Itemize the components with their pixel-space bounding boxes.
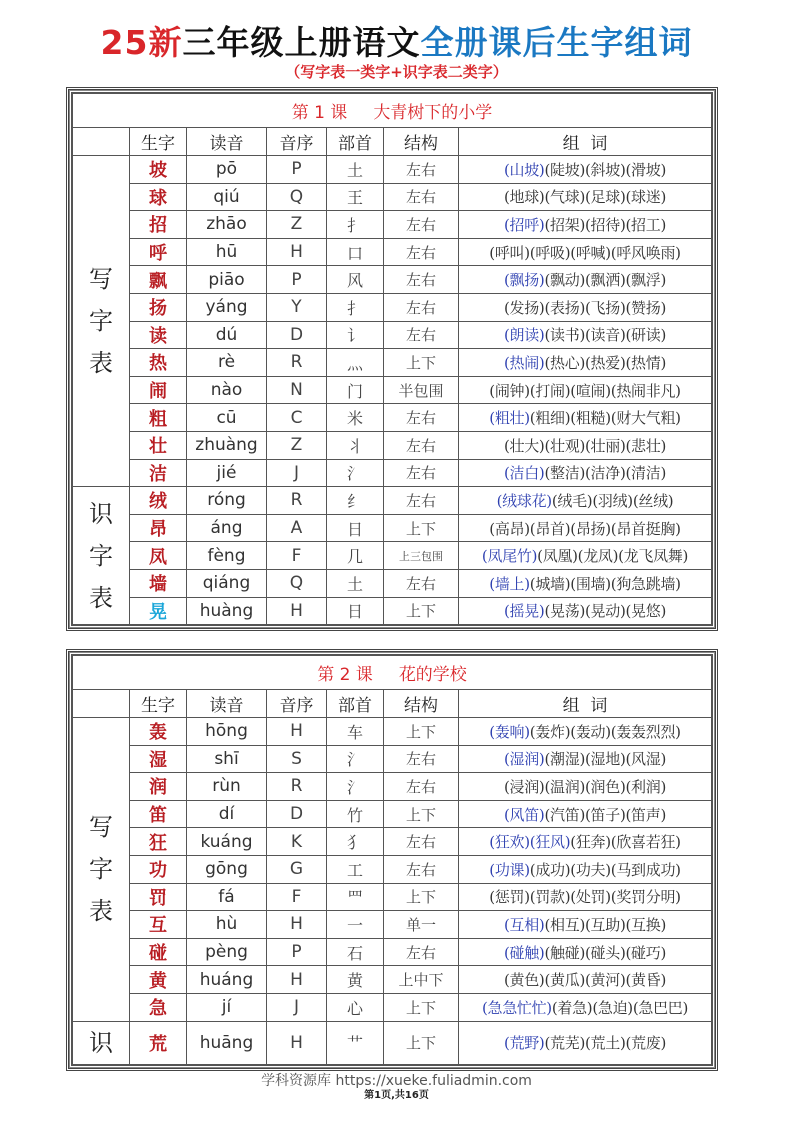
structure-cell: 左右 bbox=[384, 569, 459, 597]
structure-cell: 上下 bbox=[384, 993, 459, 1021]
highlight-word: (湿润) bbox=[503, 750, 545, 769]
header-char: 生字 bbox=[130, 128, 187, 156]
letter-cell: Q bbox=[267, 183, 327, 211]
pinyin-cell: zhuàng bbox=[187, 431, 267, 459]
pinyin-cell: zhāo bbox=[187, 211, 267, 239]
words-list: (热心)(热爱)(热情) bbox=[544, 353, 667, 372]
group-label-char: 识 bbox=[89, 499, 113, 528]
letter-cell: G bbox=[267, 855, 327, 883]
table-row bbox=[73, 597, 712, 625]
structure-cell: 左右 bbox=[384, 431, 459, 459]
radical-cell: 氵 bbox=[327, 459, 384, 487]
char-cell: 闹 bbox=[130, 376, 187, 404]
structure-cell: 左右 bbox=[384, 855, 459, 883]
lesson-title bbox=[73, 656, 712, 690]
pinyin-cell: piāo bbox=[187, 266, 267, 294]
radical-cell: 竹 bbox=[327, 800, 384, 828]
title-prefix: 25新 bbox=[100, 23, 183, 62]
words-list: (整洁)(洁净)(清洁) bbox=[544, 464, 667, 483]
group-label bbox=[73, 718, 130, 1022]
lesson-1-table bbox=[72, 93, 712, 625]
radical-cell: 黄 bbox=[327, 966, 384, 994]
words-cell bbox=[459, 266, 712, 294]
letter-cell: P bbox=[267, 938, 327, 966]
pinyin-cell: pèng bbox=[187, 938, 267, 966]
table-row bbox=[73, 321, 712, 349]
group-label-char: 写 bbox=[89, 265, 113, 294]
lesson-2-body bbox=[73, 718, 712, 1065]
group-label-char: 写 bbox=[89, 813, 113, 842]
radical-cell: 日 bbox=[327, 514, 384, 542]
words-cell bbox=[459, 569, 712, 597]
title-grade: 三年级上册语文 bbox=[182, 23, 421, 62]
lesson-number: 第 2 课 bbox=[317, 665, 373, 685]
highlight-word: (飘扬) bbox=[503, 271, 545, 290]
pinyin-cell: jí bbox=[187, 993, 267, 1021]
words-cell bbox=[459, 349, 712, 377]
char-cell: 热 bbox=[130, 349, 187, 377]
letter-cell: H bbox=[267, 238, 327, 266]
words-cell bbox=[459, 293, 712, 321]
char-cell: 功 bbox=[130, 855, 187, 883]
pinyin-cell: róng bbox=[187, 487, 267, 515]
structure-cell: 左右 bbox=[384, 321, 459, 349]
pinyin-cell: fèng bbox=[187, 542, 267, 570]
group-label bbox=[73, 156, 130, 487]
char-cell: 洁 bbox=[130, 459, 187, 487]
structure-cell: 上下 bbox=[384, 800, 459, 828]
pinyin-cell: yáng bbox=[187, 293, 267, 321]
header-pinyin: 读音 bbox=[187, 128, 267, 156]
structure-cell: 左右 bbox=[384, 404, 459, 432]
words-cell bbox=[459, 1021, 712, 1064]
pinyin-cell: hōng bbox=[187, 718, 267, 746]
words-list: (相互)(互助)(互换) bbox=[544, 915, 667, 934]
words-cell bbox=[459, 404, 712, 432]
words-list: (触碰)(碰头)(碰巧) bbox=[544, 943, 667, 962]
structure-cell: 左右 bbox=[384, 156, 459, 184]
lesson-number: 第 1 课 bbox=[291, 103, 348, 123]
radical-cell: 犭 bbox=[327, 828, 384, 856]
table-row bbox=[73, 800, 712, 828]
words-cell bbox=[459, 238, 712, 266]
pinyin-cell: áng bbox=[187, 514, 267, 542]
radical-cell: 口 bbox=[327, 238, 384, 266]
lesson-name: 花的学校 bbox=[398, 665, 467, 685]
char-cell: 飘 bbox=[130, 266, 187, 294]
highlight-word: (粗壮) bbox=[489, 409, 530, 428]
radical-cell: 扌 bbox=[327, 293, 384, 321]
structure-cell: 左右 bbox=[384, 745, 459, 773]
words-cell bbox=[459, 459, 712, 487]
char-cell: 互 bbox=[130, 911, 187, 939]
letter-cell: P bbox=[267, 266, 327, 294]
page-subtitle: （写字表一类字+识字表二类字） bbox=[285, 63, 508, 81]
words-list: (高昂)(昂首)(昂扬)(昂首挺胸) bbox=[489, 519, 681, 538]
words-list: (浸润)(温润)(润色)(利润) bbox=[503, 777, 667, 796]
words-cell bbox=[459, 376, 712, 404]
header-structure: 结构 bbox=[384, 690, 459, 718]
words-cell bbox=[459, 183, 712, 211]
char-cell: 湿 bbox=[130, 745, 187, 773]
words-list: (惩罚)(罚款)(处罚)(奖罚分明) bbox=[489, 888, 681, 907]
group-label-char: 表 bbox=[89, 349, 113, 378]
highlight-word: (凤尾竹) bbox=[481, 547, 538, 566]
pinyin-cell: gōng bbox=[187, 855, 267, 883]
words-list: (狂奔)(欣喜若狂) bbox=[570, 833, 681, 852]
radical-cell: 丬 bbox=[327, 431, 384, 459]
radical-cell: 土 bbox=[327, 156, 384, 184]
words-cell bbox=[459, 828, 712, 856]
lesson-2-table bbox=[72, 655, 712, 1065]
radical-cell: 灬 bbox=[327, 349, 384, 377]
group-label-char: 字 bbox=[89, 541, 113, 570]
table-row bbox=[73, 487, 712, 515]
highlight-word: (急急忙忙) bbox=[481, 998, 552, 1017]
highlight-word: (碰触) bbox=[503, 943, 545, 962]
radical-cell: 扌 bbox=[327, 211, 384, 239]
structure-cell: 左右 bbox=[384, 487, 459, 515]
pinyin-cell: huáng bbox=[187, 966, 267, 994]
highlight-word: (轰响) bbox=[489, 722, 530, 741]
group-label-char: 字 bbox=[89, 855, 113, 884]
table-row bbox=[73, 211, 712, 239]
table-row bbox=[73, 404, 712, 432]
words-list: (成功)(功夫)(马到成功) bbox=[529, 860, 681, 879]
letter-cell: D bbox=[267, 321, 327, 349]
pinyin-cell: dú bbox=[187, 321, 267, 349]
radical-cell: 王 bbox=[327, 183, 384, 211]
structure-cell: 上下 bbox=[384, 883, 459, 911]
letter-cell: K bbox=[267, 828, 327, 856]
table-row bbox=[73, 293, 712, 321]
highlight-word: (热闹) bbox=[503, 353, 545, 372]
words-cell bbox=[459, 431, 712, 459]
pinyin-cell: fá bbox=[187, 883, 267, 911]
char-cell: 读 bbox=[130, 321, 187, 349]
structure-cell: 上下 bbox=[384, 718, 459, 746]
pinyin-cell: rùn bbox=[187, 773, 267, 801]
table-row bbox=[73, 993, 712, 1021]
table-row bbox=[73, 773, 712, 801]
lesson-1-card bbox=[66, 87, 718, 631]
lesson-2-card bbox=[66, 649, 718, 1071]
table-row bbox=[73, 855, 712, 883]
table-row bbox=[73, 514, 712, 542]
structure-cell: 上下 bbox=[384, 597, 459, 625]
header-words: 组 词 bbox=[459, 690, 712, 718]
letter-cell: H bbox=[267, 911, 327, 939]
words-list: (着急)(急迫)(急巴巴) bbox=[551, 998, 689, 1017]
letter-cell: Z bbox=[267, 211, 327, 239]
words-list: (汽笛)(笛子)(笛声) bbox=[544, 805, 667, 824]
lesson-name: 大青树下的小学 bbox=[373, 103, 493, 123]
radical-cell: 心 bbox=[327, 993, 384, 1021]
words-list: (飘动)(飘洒)(飘浮) bbox=[544, 271, 667, 290]
header-structure: 结构 bbox=[384, 128, 459, 156]
pinyin-cell: rè bbox=[187, 349, 267, 377]
title-topic: 全册课后生字组词 bbox=[420, 23, 693, 62]
char-cell: 碰 bbox=[130, 938, 187, 966]
words-list: (荒芜)(荒土)(荒废) bbox=[544, 1034, 667, 1053]
highlight-word: (招呼) bbox=[503, 215, 545, 234]
pinyin-cell: hù bbox=[187, 911, 267, 939]
letter-cell: A bbox=[267, 514, 327, 542]
char-cell: 墙 bbox=[130, 569, 187, 597]
char-cell: 粗 bbox=[130, 404, 187, 432]
table-row bbox=[73, 1021, 712, 1064]
structure-cell: 左右 bbox=[384, 238, 459, 266]
radical-cell: 氵 bbox=[327, 773, 384, 801]
highlight-word: (墙上) bbox=[489, 574, 530, 593]
char-cell: 笛 bbox=[130, 800, 187, 828]
words-cell bbox=[459, 800, 712, 828]
radical-cell: 一 bbox=[327, 911, 384, 939]
table-row bbox=[73, 459, 712, 487]
radical-cell: 纟 bbox=[327, 487, 384, 515]
radical-cell: 讠 bbox=[327, 321, 384, 349]
words-list: (潮湿)(湿地)(风湿) bbox=[544, 750, 667, 769]
char-cell: 狂 bbox=[130, 828, 187, 856]
structure-cell: 左右 bbox=[384, 938, 459, 966]
words-list: (呼叫)(呼吸)(呼喊)(呼风唤雨) bbox=[489, 243, 681, 262]
radical-cell: 土 bbox=[327, 569, 384, 597]
pinyin-cell: dí bbox=[187, 800, 267, 828]
radical-cell: 米 bbox=[327, 404, 384, 432]
words-list: (陡坡)(斜坡)(滑坡) bbox=[544, 160, 667, 179]
highlight-word: (朗读) bbox=[503, 326, 545, 345]
group-label-char: 表 bbox=[89, 897, 113, 926]
words-list: (绒毛)(羽绒)(丝绒) bbox=[551, 491, 674, 510]
words-list: (闹钟)(打闹)(喧闹)(热闹非凡) bbox=[489, 381, 681, 400]
highlight-word: (摇晃) bbox=[503, 602, 545, 621]
words-cell bbox=[459, 514, 712, 542]
pinyin-cell: jié bbox=[187, 459, 267, 487]
letter-cell: P bbox=[267, 156, 327, 184]
header-pinyin: 读音 bbox=[187, 690, 267, 718]
letter-cell: Y bbox=[267, 293, 327, 321]
pinyin-cell: huàng bbox=[187, 597, 267, 625]
radical-cell: 几 bbox=[327, 542, 384, 570]
structure-cell: 左右 bbox=[384, 183, 459, 211]
words-cell bbox=[459, 773, 712, 801]
header-letter: 音序 bbox=[267, 690, 327, 718]
radical-cell: 车 bbox=[327, 718, 384, 746]
group-label-char: 识 bbox=[89, 1028, 113, 1057]
char-cell: 罚 bbox=[130, 883, 187, 911]
words-cell bbox=[459, 597, 712, 625]
header-group bbox=[73, 128, 130, 156]
words-list: (壮大)(壮观)(壮丽)(悲壮) bbox=[503, 436, 667, 455]
letter-cell: N bbox=[267, 376, 327, 404]
pinyin-cell: pō bbox=[187, 156, 267, 184]
char-cell: 昂 bbox=[130, 514, 187, 542]
table-row bbox=[73, 431, 712, 459]
header-words: 组 词 bbox=[459, 128, 712, 156]
header-radical: 部首 bbox=[327, 128, 384, 156]
char-cell: 急 bbox=[130, 993, 187, 1021]
letter-cell: F bbox=[267, 883, 327, 911]
letter-cell: H bbox=[267, 718, 327, 746]
header-group bbox=[73, 690, 130, 718]
char-cell: 球 bbox=[130, 183, 187, 211]
words-cell bbox=[459, 542, 712, 570]
letter-cell: Z bbox=[267, 431, 327, 459]
letter-cell: C bbox=[267, 404, 327, 432]
table-row bbox=[73, 183, 712, 211]
table-row bbox=[73, 938, 712, 966]
letter-cell: F bbox=[267, 542, 327, 570]
words-list: (城墙)(围墙)(狗急跳墙) bbox=[529, 574, 681, 593]
structure-cell: 左右 bbox=[384, 773, 459, 801]
words-cell bbox=[459, 883, 712, 911]
words-cell bbox=[459, 156, 712, 184]
pinyin-cell: shī bbox=[187, 745, 267, 773]
words-cell bbox=[459, 993, 712, 1021]
table-row bbox=[73, 542, 712, 570]
char-cell: 呼 bbox=[130, 238, 187, 266]
table-row bbox=[73, 745, 712, 773]
highlight-word: (风笛) bbox=[503, 805, 545, 824]
header-radical: 部首 bbox=[327, 690, 384, 718]
char-cell: 润 bbox=[130, 773, 187, 801]
footer-source: 学科资源库 https://xueke.fuliadmin.com bbox=[261, 1073, 532, 1089]
group-label bbox=[73, 487, 130, 625]
letter-cell: R bbox=[267, 349, 327, 377]
words-cell bbox=[459, 911, 712, 939]
words-list: (晃荡)(晃动)(晃悠) bbox=[544, 602, 667, 621]
pinyin-cell: qiáng bbox=[187, 569, 267, 597]
highlight-word: (绒球花) bbox=[496, 491, 552, 510]
words-cell bbox=[459, 966, 712, 994]
letter-cell: J bbox=[267, 993, 327, 1021]
words-list: (招架)(招待)(招工) bbox=[544, 215, 667, 234]
radical-cell: 氵 bbox=[327, 745, 384, 773]
highlight-word: (荒野) bbox=[503, 1034, 545, 1053]
table-row bbox=[73, 718, 712, 746]
structure-cell: 左右 bbox=[384, 828, 459, 856]
pinyin-cell: nào bbox=[187, 376, 267, 404]
char-cell: 黄 bbox=[130, 966, 187, 994]
words-cell bbox=[459, 487, 712, 515]
pinyin-cell: qiú bbox=[187, 183, 267, 211]
words-cell bbox=[459, 745, 712, 773]
highlight-word: (狂欢)(狂风) bbox=[489, 833, 571, 852]
radical-cell: 工 bbox=[327, 855, 384, 883]
table-row bbox=[73, 156, 712, 184]
group-label bbox=[73, 1021, 130, 1064]
char-cell: 轰 bbox=[130, 718, 187, 746]
table-row bbox=[73, 266, 712, 294]
lesson-1-body bbox=[73, 156, 712, 625]
letter-cell: Q bbox=[267, 569, 327, 597]
words-list: (读书)(读音)(研读) bbox=[544, 326, 667, 345]
pinyin-cell: huāng bbox=[187, 1021, 267, 1064]
radical-cell: 艹 bbox=[327, 1021, 384, 1064]
char-cell: 荒 bbox=[130, 1021, 187, 1064]
group-label-char: 表 bbox=[89, 583, 113, 612]
table-row bbox=[73, 238, 712, 266]
char-cell: 招 bbox=[130, 211, 187, 239]
radical-cell: 石 bbox=[327, 938, 384, 966]
table-row bbox=[73, 349, 712, 377]
pinyin-cell: cū bbox=[187, 404, 267, 432]
structure-cell: 上下 bbox=[384, 1021, 459, 1064]
char-cell: 晃 bbox=[130, 597, 187, 625]
letter-cell: H bbox=[267, 966, 327, 994]
table-row bbox=[73, 376, 712, 404]
lesson-title bbox=[73, 94, 712, 128]
letter-cell: R bbox=[267, 487, 327, 515]
words-cell bbox=[459, 321, 712, 349]
structure-cell: 上三包围 bbox=[384, 542, 459, 570]
words-cell bbox=[459, 718, 712, 746]
pinyin-cell: kuáng bbox=[187, 828, 267, 856]
words-list: (发扬)(表扬)(飞扬)(赞扬) bbox=[503, 298, 667, 317]
char-cell: 凤 bbox=[130, 542, 187, 570]
letter-cell: J bbox=[267, 459, 327, 487]
words-cell bbox=[459, 211, 712, 239]
radical-cell: 日 bbox=[327, 597, 384, 625]
highlight-word: (山坡) bbox=[503, 160, 545, 179]
structure-cell: 左右 bbox=[384, 459, 459, 487]
table-row bbox=[73, 569, 712, 597]
letter-cell: H bbox=[267, 597, 327, 625]
letter-cell: S bbox=[267, 745, 327, 773]
words-cell bbox=[459, 938, 712, 966]
char-cell: 扬 bbox=[130, 293, 187, 321]
table-row bbox=[73, 828, 712, 856]
highlight-word: (洁白) bbox=[503, 464, 545, 483]
pinyin-cell: hū bbox=[187, 238, 267, 266]
char-cell: 壮 bbox=[130, 431, 187, 459]
words-list: (轰炸)(轰动)(轰轰烈烈) bbox=[529, 722, 681, 741]
letter-cell: H bbox=[267, 1021, 327, 1064]
radical-cell: 门 bbox=[327, 376, 384, 404]
words-list: (地球)(气球)(足球)(球迷) bbox=[503, 188, 667, 207]
char-cell: 坡 bbox=[130, 156, 187, 184]
letter-cell: R bbox=[267, 773, 327, 801]
table-row bbox=[73, 911, 712, 939]
structure-cell: 上下 bbox=[384, 514, 459, 542]
words-list: (凤凰)(龙凤)(龙飞凤舞) bbox=[537, 547, 689, 566]
table-row bbox=[73, 966, 712, 994]
structure-cell: 左右 bbox=[384, 293, 459, 321]
radical-cell: 风 bbox=[327, 266, 384, 294]
group-label-char: 字 bbox=[89, 307, 113, 336]
page-number: 第1页,共16页 bbox=[364, 1090, 429, 1101]
structure-cell: 左右 bbox=[384, 266, 459, 294]
table-row bbox=[73, 883, 712, 911]
words-list: (黄色)(黄瓜)(黄河)(黄昏) bbox=[503, 971, 667, 990]
header-letter: 音序 bbox=[267, 128, 327, 156]
letter-cell: D bbox=[267, 800, 327, 828]
char-cell: 绒 bbox=[130, 487, 187, 515]
structure-cell: 单一 bbox=[384, 911, 459, 939]
structure-cell: 左右 bbox=[384, 211, 459, 239]
words-cell bbox=[459, 855, 712, 883]
radical-cell: 罒 bbox=[327, 883, 384, 911]
words-list: (粗细)(粗糙)(财大气粗) bbox=[529, 409, 681, 428]
structure-cell: 半包围 bbox=[384, 376, 459, 404]
highlight-word: (互相) bbox=[503, 915, 545, 934]
structure-cell: 上中下 bbox=[384, 966, 459, 994]
structure-cell: 上下 bbox=[384, 349, 459, 377]
page-title bbox=[0, 22, 793, 64]
highlight-word: (功课) bbox=[489, 860, 530, 879]
header-char: 生字 bbox=[130, 690, 187, 718]
